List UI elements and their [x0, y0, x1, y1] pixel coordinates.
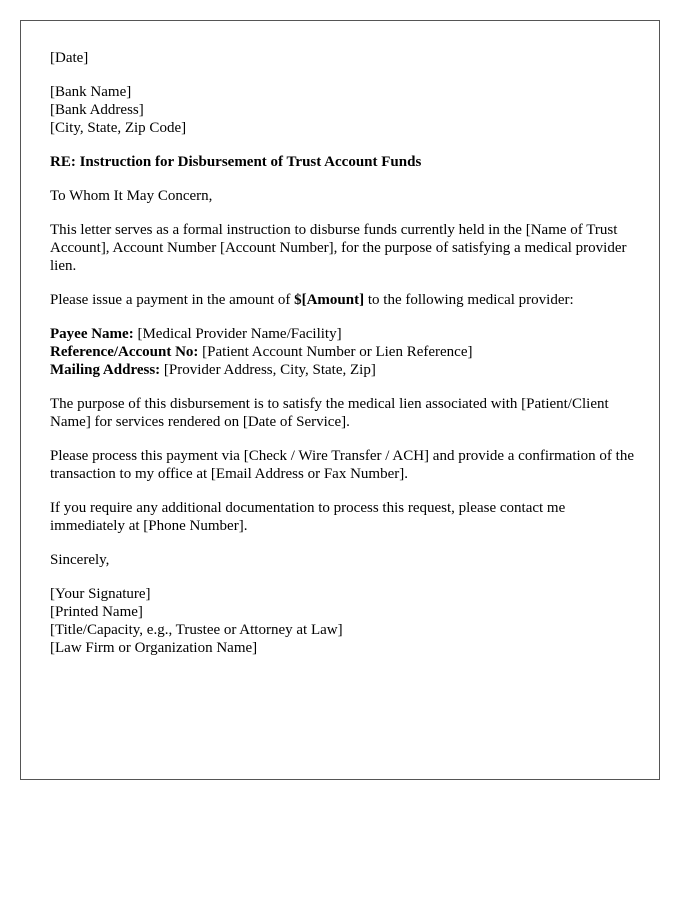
mailing-address-label: Mailing Address: [50, 362, 161, 378]
signature-placeholder: [Your Signature] [50, 586, 151, 602]
paragraph-payment [50, 291, 640, 309]
paragraph-purpose: The purpose of this disbursement is to satisfy the medical lien associated with [Patient/Client Name] for services rendered on [Date of Service]. [50, 396, 609, 430]
reference-value: [Patient Account Number or Lien Reference] [198, 344, 473, 360]
reference-label: Reference/Account No: [50, 344, 199, 360]
payment-text-after: to the following medical provider: [364, 292, 574, 308]
bank-address: [Bank Address] [50, 102, 144, 118]
printed-name: [Printed Name] [50, 604, 143, 620]
letter-salutation: To Whom It May Concern, [50, 188, 213, 204]
letter-body [50, 49, 640, 673]
letter-closing: Sincerely, [50, 552, 110, 568]
signature-block [50, 585, 640, 657]
mailing-address-value: [Provider Address, City, State, Zip] [160, 362, 376, 378]
payee-name-value: [Medical Provider Name/Facility] [133, 326, 342, 342]
paragraph-process: Please process this payment via [Check / Wire Transfer / ACH] and provide a confirmation of the transaction to my office at [Email Address or Fax Number]. [50, 448, 634, 482]
mailing-address-line [50, 361, 640, 379]
payee-name-line [50, 325, 640, 343]
letter-page [20, 20, 660, 780]
signer-title: [Title/Capacity, e.g., Trustee or Attorney at Law] [50, 622, 343, 638]
payee-name-label: Payee Name: [50, 326, 134, 342]
payment-text-before: Please issue a payment in the amount of [50, 292, 295, 308]
signer-organization: [Law Firm or Organization Name] [50, 640, 258, 656]
paragraph-contact: If you require any additional documentation to process this request, please contact me immediately at [Phone Number]. [50, 500, 566, 534]
payee-details-block [50, 325, 640, 379]
bank-name: [Bank Name] [50, 84, 132, 100]
reference-line [50, 343, 640, 361]
bank-city-state-zip: [City, State, Zip Code] [50, 120, 187, 136]
letter-date: [Date] [50, 50, 89, 66]
letter-subject: RE: Instruction for Disbursement of Trust Account Funds [50, 154, 422, 170]
payment-amount: $[Amount] [294, 292, 365, 308]
bank-address-block [50, 83, 640, 137]
paragraph-instruction: This letter serves as a formal instruction to disburse funds currently held in the [Name of Trust Account], Account Number [Account Number], for the purpose of satisfying a medical provider lien. [50, 222, 627, 274]
